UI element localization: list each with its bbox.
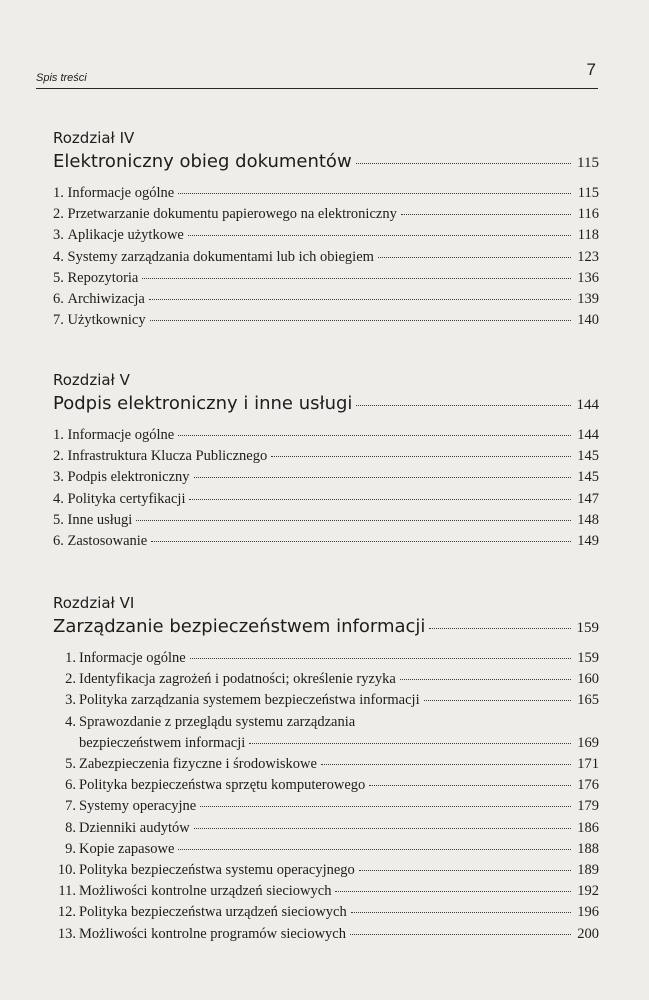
toc-entry [53, 818, 599, 839]
entry-title: Informacje ogólne [67, 427, 175, 443]
entry-page: 160 [577, 671, 599, 688]
dot-leader [136, 520, 571, 521]
entry-number: 5. [53, 269, 64, 286]
entry-page: 159 [577, 650, 599, 666]
entry-title: Aplikacje użytkowe [67, 227, 184, 244]
dot-leader [321, 764, 571, 765]
entry-title: Kopie zapasowe [79, 840, 175, 857]
toc-entry [53, 204, 599, 225]
toc-entry [53, 648, 599, 669]
entry-number: 3. [65, 692, 76, 709]
entry-number: 2. [53, 448, 64, 465]
entry-title: Polityka certyfikacji [67, 490, 186, 507]
dot-leader [151, 541, 571, 542]
dot-leader [178, 849, 571, 850]
chapter-page: 144 [576, 397, 599, 413]
entry-page: 145 [577, 469, 599, 486]
entry-title: Polityka zarządzania systemem bezpieczeństwa informacji [79, 692, 420, 709]
entry-title: Archiwizacja [67, 291, 145, 308]
entry-page: 188 [577, 840, 599, 857]
chapter-title-row [53, 150, 599, 175]
chapter-4 [53, 128, 599, 331]
toc-entry [53, 754, 599, 775]
chapter-title-row [53, 392, 599, 417]
entry-title: Inne usługi [67, 511, 133, 528]
entry-page: 196 [577, 904, 599, 921]
toc-entry [53, 860, 599, 881]
dot-leader [350, 934, 571, 935]
entry-page: 147 [577, 490, 599, 507]
dot-leader [351, 912, 571, 913]
entry-title: Przetwarzanie dokumentu papierowego na elektroniczny [67, 206, 397, 223]
dot-leader [356, 405, 570, 406]
entry-number: 1. [53, 427, 64, 443]
entry-number: 2. [53, 206, 64, 223]
entry-page: 171 [577, 756, 599, 773]
entry-title: Polityka bezpieczeństwa urządzeń sieciowych [79, 904, 347, 921]
toc-entry [53, 902, 599, 923]
chapter-6 [53, 593, 599, 945]
entry-page: 165 [577, 692, 599, 709]
entry-title: Podpis elektroniczny [67, 469, 190, 486]
entry-number: 8. [65, 819, 76, 836]
dot-leader [194, 477, 571, 478]
entry-page: 179 [577, 798, 599, 815]
toc-entry [53, 489, 599, 510]
dot-leader [400, 679, 571, 680]
entry-page: 140 [577, 312, 599, 329]
entry-page: 139 [577, 291, 599, 308]
chapter-5 [53, 370, 599, 552]
entry-page: 200 [577, 925, 599, 942]
entry-title: Dzienniki audytów [79, 819, 190, 836]
entry-number: 6. [53, 291, 64, 308]
entry-number: 1. [53, 185, 64, 201]
entry-number: 6. [65, 777, 76, 794]
entry-page: 148 [577, 511, 599, 528]
chapter-title: Elektroniczny obieg dokumentów [53, 151, 352, 172]
dot-leader [378, 257, 571, 258]
toc-entry [53, 467, 599, 488]
entry-number: 11. [58, 883, 76, 900]
dot-leader [401, 214, 571, 215]
toc-entry [53, 268, 599, 289]
entry-title: Infrastruktura Klucza Publicznego [67, 448, 268, 465]
entry-number: 4. [53, 490, 64, 507]
entry-page: 136 [577, 269, 599, 286]
entry-title: Systemy zarządzania dokumentami lub ich obiegiem [67, 248, 374, 265]
entry-number: 5. [65, 756, 76, 773]
entry-title-continuation: bezpieczeństwem informacji [79, 734, 246, 751]
dot-leader [369, 785, 571, 786]
toc-entry [53, 669, 599, 690]
entry-page: 192 [577, 883, 599, 900]
entry-title: Repozytoria [67, 269, 139, 286]
entry-number: 10. [57, 862, 76, 879]
entry-number: 1. [65, 650, 76, 666]
entry-title: Informacje ogólne [67, 185, 175, 201]
entry-page: 118 [577, 227, 599, 244]
entry-title: Użytkownicy [67, 312, 146, 329]
toc-entry [53, 289, 599, 310]
chapter-title: Podpis elektroniczny i inne usługi [53, 393, 353, 414]
entry-number: 4. [65, 713, 76, 730]
entry-page: 145 [577, 448, 599, 465]
entry-page: 186 [577, 819, 599, 836]
chapter-page: 159 [576, 620, 599, 636]
toc-entry [53, 310, 599, 331]
entry-number: 5. [53, 511, 64, 528]
dot-leader [200, 806, 571, 807]
toc-entry [53, 247, 599, 268]
entry-page: 169 [577, 734, 599, 751]
entry-page: 149 [577, 533, 599, 550]
entry-number: 13. [57, 925, 76, 942]
entry-title: Identyfikacja zagrożeń i podatności; określenie ryzyka [79, 671, 396, 688]
chapter-label: Rozdział VI [53, 594, 135, 612]
entry-number: 3. [53, 469, 64, 486]
entry-title: Możliwości kontrolne urządzeń sieciowych [79, 883, 332, 900]
dot-leader [189, 499, 571, 500]
dot-leader [178, 193, 571, 194]
entry-title: Polityka bezpieczeństwa systemu operacyjnego [79, 862, 355, 879]
dot-leader [249, 743, 571, 744]
dot-leader [190, 658, 571, 659]
dot-leader [178, 435, 571, 436]
chapter-label: Rozdział IV [53, 129, 135, 147]
dot-leader [271, 456, 571, 457]
running-header [36, 60, 598, 89]
toc-entry [53, 796, 599, 817]
page-number: 7 [586, 60, 596, 79]
toc-entry [53, 425, 599, 446]
entry-page: 176 [577, 777, 599, 794]
entry-page: 116 [577, 206, 599, 223]
toc-entry [53, 183, 599, 204]
running-header-title: Spis treści [36, 72, 87, 84]
entry-number: 7. [53, 312, 64, 329]
dot-leader [149, 299, 571, 300]
entry-title: Sprawozdanie z przeglądu systemu zarządzania [79, 713, 356, 730]
dot-leader [356, 163, 571, 164]
toc-entry [53, 225, 599, 246]
entry-title: Zabezpieczenia fizyczne i środowiskowe [79, 756, 317, 773]
toc-entry [53, 531, 599, 552]
dot-leader [194, 828, 571, 829]
entry-page: 115 [577, 185, 599, 201]
toc-entry-continuation [53, 733, 599, 754]
entry-title: Polityka bezpieczeństwa sprzętu komputerowego [79, 777, 366, 794]
entry-number: 2. [65, 671, 76, 688]
toc-entry [53, 775, 599, 796]
entry-title: Możliwości kontrolne programów sieciowych [79, 925, 346, 942]
chapter-page: 115 [577, 155, 599, 171]
entry-number: 6. [53, 533, 64, 550]
dot-leader [142, 278, 571, 279]
entry-title: Zastosowanie [67, 533, 148, 550]
toc-entry [53, 924, 599, 945]
dot-leader [150, 320, 571, 321]
entry-page: 144 [577, 427, 599, 443]
toc-entry [53, 881, 599, 902]
entry-number: 12. [57, 904, 76, 921]
entry-page: 123 [577, 248, 599, 265]
dot-leader [429, 628, 570, 629]
dot-leader [359, 870, 571, 871]
entry-number: 9. [65, 840, 76, 857]
entry-title: Informacje ogólne [79, 650, 186, 666]
dot-leader [188, 235, 571, 236]
toc-entry [53, 839, 599, 860]
entry-number: 7. [65, 798, 76, 815]
entry-number: 3. [53, 227, 64, 244]
entry-number: 4. [53, 248, 64, 265]
toc-entry [53, 446, 599, 467]
toc-entry [53, 712, 599, 733]
dot-leader [335, 891, 571, 892]
entry-title: Systemy operacyjne [79, 798, 197, 815]
toc-entry [53, 510, 599, 531]
entry-page: 189 [577, 862, 599, 879]
toc-entry [53, 690, 599, 711]
chapter-label: Rozdział V [53, 371, 130, 389]
dot-leader [424, 700, 571, 701]
chapter-title: Zarządzanie bezpieczeństwem informacji [53, 616, 426, 637]
chapter-title-row [53, 615, 599, 640]
